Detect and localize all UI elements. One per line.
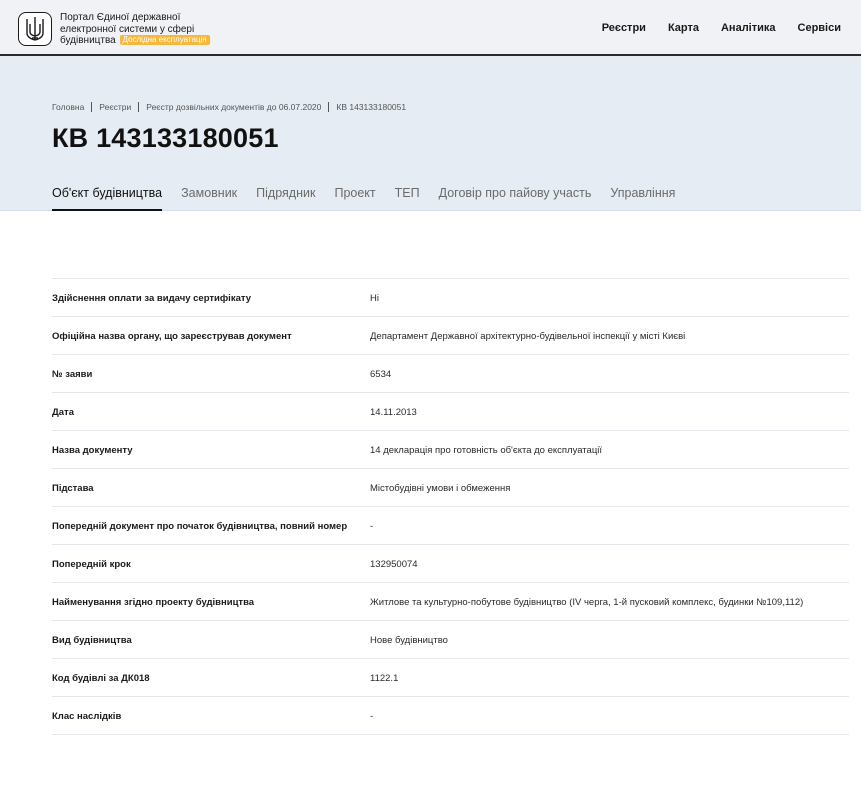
tab-project[interactable]: Проект xyxy=(334,186,376,200)
row-value: 132950074 xyxy=(370,559,418,570)
row-value: Ні xyxy=(370,293,379,304)
breadcrumb-permit-registry[interactable]: Реєстр дозвільних документів до 06.07.2020 xyxy=(146,102,322,112)
table-row xyxy=(52,621,849,659)
page-title: КВ 143133180051 xyxy=(52,123,279,153)
portal-title[interactable] xyxy=(60,12,235,47)
logo-link[interactable] xyxy=(18,12,52,46)
row-label: Найменування згідно проекту будівництва xyxy=(52,597,255,608)
status-badge: Дослідна експлуатація xyxy=(120,35,210,45)
row-label: Підстава xyxy=(52,483,94,494)
row-value: Містобудівні умови і обмеження xyxy=(370,483,511,494)
row-label: № заяви xyxy=(52,369,93,380)
table-row xyxy=(52,393,849,431)
row-value: 14.11.2013 xyxy=(370,407,417,418)
portal-title-text: Портал Єдиної державної електронної системи у сфері будівництва xyxy=(60,12,195,46)
trident-icon xyxy=(25,16,45,42)
row-value: Житлове та культурно-побутове будівництво (IV черга, 1-й пусковий комплекс, будинки №109,112) xyxy=(370,597,804,608)
table-row xyxy=(52,545,849,583)
table-row xyxy=(52,317,849,355)
row-label: Здійснення оплати за видачу сертифікату xyxy=(52,293,252,304)
details-table xyxy=(52,278,849,735)
tab-customer[interactable]: Замовник xyxy=(181,186,238,200)
breadcrumb-separator xyxy=(328,102,329,112)
table-row xyxy=(52,697,849,735)
table-row xyxy=(52,355,849,393)
breadcrumb-separator xyxy=(91,102,92,112)
row-value: Департамент Державної архітектурно-будівельної інспекції у місті Києві xyxy=(370,331,686,342)
breadcrumb-registries[interactable]: Реєстри xyxy=(99,102,132,112)
row-label: Код будівлі за ДК018 xyxy=(52,673,150,684)
breadcrumb-separator xyxy=(138,102,139,112)
tab-contractor[interactable]: Підрядник xyxy=(256,186,316,200)
table-row xyxy=(52,507,849,545)
table-row xyxy=(52,469,849,507)
main-nav xyxy=(602,21,841,35)
tab-shared-participation[interactable]: Договір про пайову участь xyxy=(438,186,592,200)
tab-management[interactable]: Управління xyxy=(610,186,676,200)
tab-construction-object[interactable]: Об'єкт будівництва xyxy=(52,184,162,211)
row-value: 14 декларація про готовність об'єкта до експлуатації xyxy=(370,445,603,456)
row-value: 1122.1 xyxy=(370,673,399,684)
row-label: Вид будівництва xyxy=(52,635,132,646)
row-value: - xyxy=(370,711,374,722)
site-header xyxy=(0,0,861,56)
table-row xyxy=(52,583,849,621)
tab-tep[interactable]: ТЕП xyxy=(394,186,420,200)
page-hero xyxy=(0,56,861,211)
row-value: - xyxy=(370,521,374,532)
table-row xyxy=(52,279,849,317)
row-label: Попередній документ про початок будівництва, повний номер xyxy=(52,521,348,532)
nav-item-services[interactable]: Сервіси xyxy=(797,22,841,34)
table-row xyxy=(52,659,849,697)
table-row xyxy=(52,431,849,469)
row-label: Попередній крок xyxy=(52,559,131,570)
row-label: Офіційна назва органу, що зареєстрував документ xyxy=(52,331,292,342)
row-label: Клас наслідків xyxy=(52,711,122,722)
nav-item-analytics[interactable]: Аналітика xyxy=(720,22,776,34)
nav-item-map[interactable]: Карта xyxy=(667,22,699,34)
breadcrumb xyxy=(52,102,406,112)
breadcrumb-home[interactable]: Головна xyxy=(52,102,85,112)
row-label: Дата xyxy=(52,407,74,418)
tab-bar xyxy=(52,184,675,211)
row-label: Назва документу xyxy=(52,445,133,456)
breadcrumb-current: КВ 143133180051 xyxy=(336,102,407,112)
row-value: 6534 xyxy=(370,369,392,380)
nav-item-registries[interactable]: Реєстри xyxy=(601,22,646,34)
row-value: Нове будівництво xyxy=(370,635,448,646)
